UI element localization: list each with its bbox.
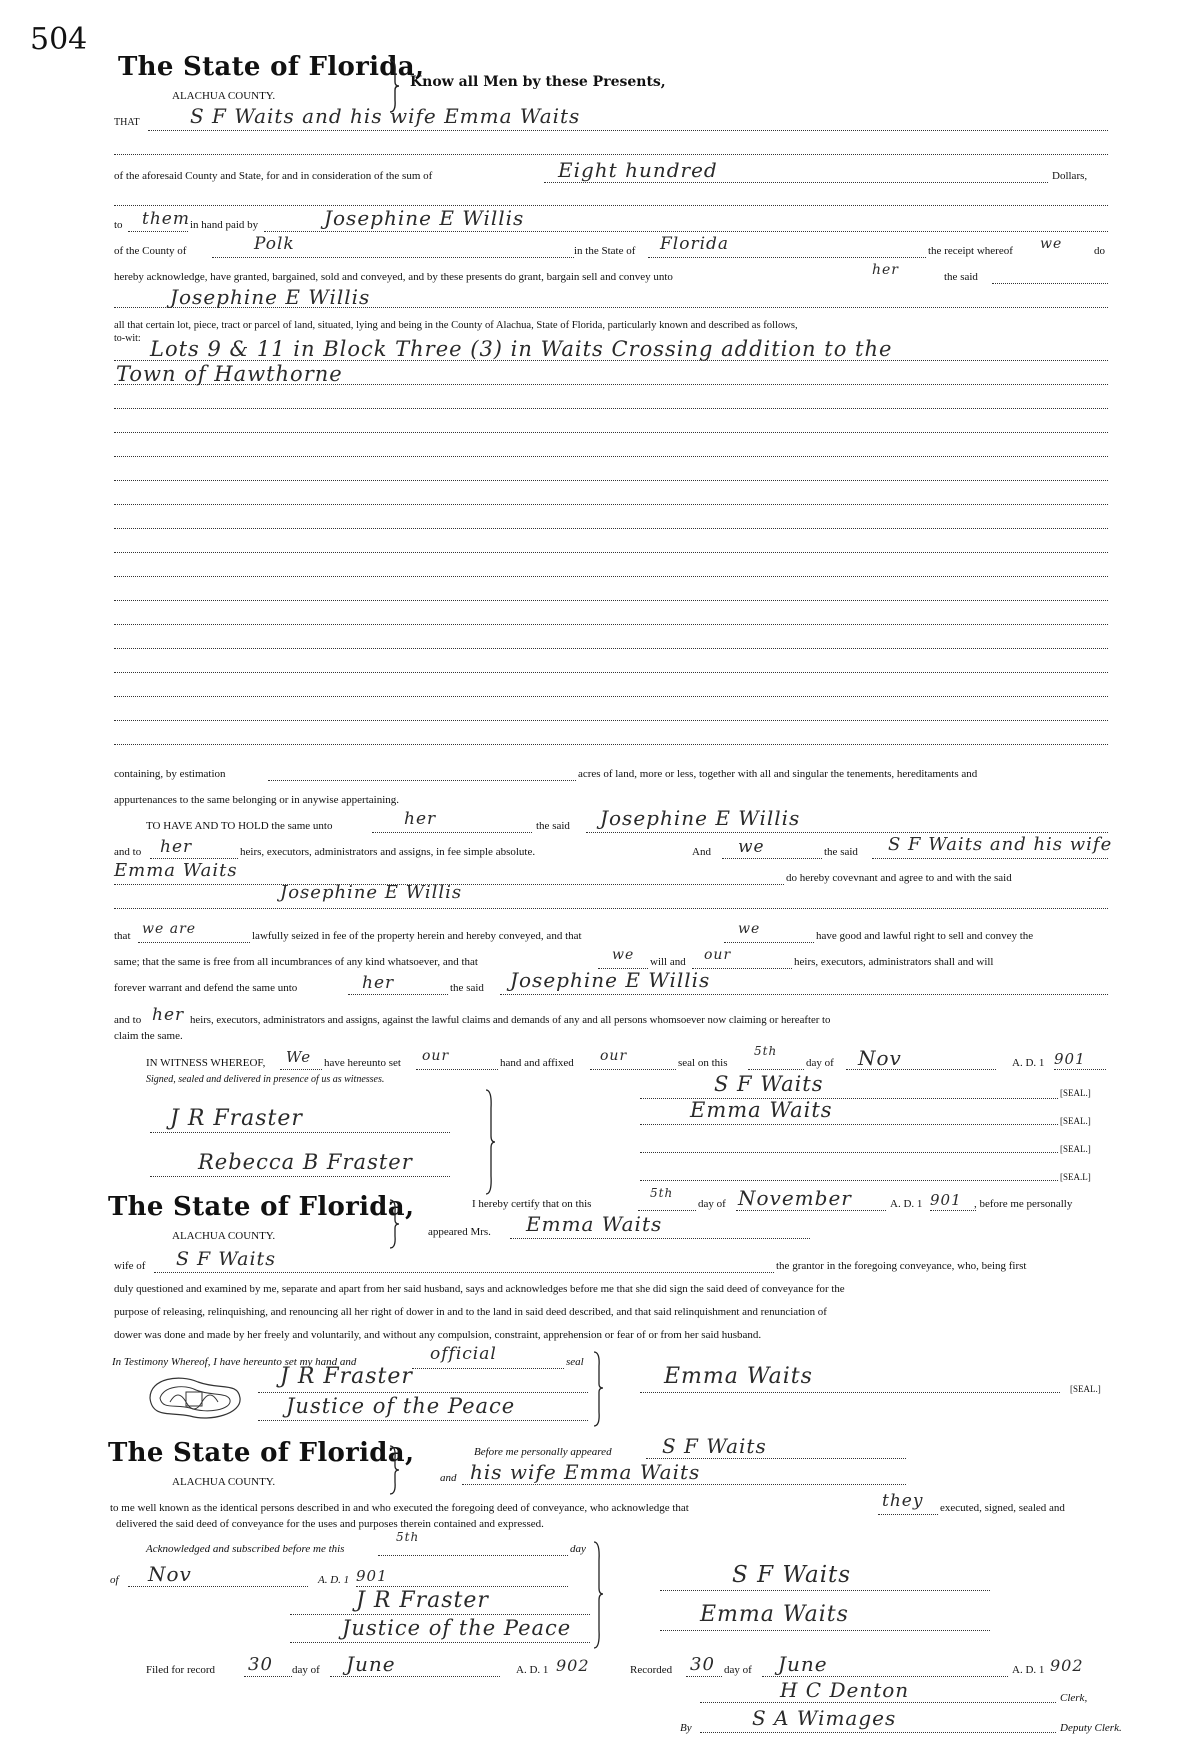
ack-officer-hw: J R Fraster — [356, 1588, 489, 1613]
heirs-will: heirs, executors, administrators shall and will — [794, 956, 994, 968]
signed-sealed-text: Signed, sealed and delivered in presence of us as witnesses. — [146, 1074, 385, 1085]
clerk-label: Clerk, — [1060, 1692, 1088, 1704]
appeared-label: appeared Mrs. — [428, 1226, 491, 1238]
dower-para-1: duly questioned and examined by me, separate and apart from her said husband, says and acknowledges before me that she did sign the said deed of conveyance for the — [114, 1283, 845, 1295]
dower-heading: The State of Florida, — [108, 1192, 415, 1222]
that-label-2: that — [114, 930, 131, 942]
county-hw: Polk — [254, 234, 295, 254]
heirs-text: heirs, executors, administrators and assigns, in fee simple absolute. — [240, 846, 536, 858]
dower-para-2: purpose of releasing, relinquishing, and renouncing all her right of dower in and to the land in said deed described, and that said relinquishment and renunciation of — [114, 1306, 827, 1318]
brace-2 — [388, 1198, 400, 1250]
description-line-1: Lots 9 & 11 in Block Three (3) in Waits Crossing addition to the — [150, 337, 893, 361]
state-hw: Florida — [660, 234, 730, 254]
brace-3 — [592, 1350, 604, 1428]
person-1-hw: S F Waits — [662, 1434, 767, 1458]
ack-ad-label: A. D. 1 — [318, 1574, 350, 1586]
seal-word: seal — [566, 1356, 584, 1368]
defend-hw: her — [362, 973, 395, 993]
seal-label-1: [SEAL.] — [1060, 1088, 1091, 1098]
filed-label: Filed for record — [146, 1664, 216, 1676]
habendum-hw: her — [404, 809, 437, 829]
rec-month-hw: June — [778, 1652, 828, 1676]
containing-label: containing, by estimation — [114, 768, 226, 780]
deed-heading: The State of Florida, — [118, 52, 425, 82]
have-hereunto: have hereunto set — [324, 1057, 401, 1069]
dower-county: ALACHUA COUNTY. — [172, 1230, 276, 1242]
witness-2-hw: Rebecca B Fraster — [198, 1150, 413, 1174]
notary-seal-mark — [140, 1368, 250, 1428]
receipt-hw: we — [1040, 236, 1063, 252]
dower-ad: A. D. 1 — [890, 1198, 923, 1210]
dower-month-hw: November — [738, 1186, 852, 1210]
seal-on-this: seal on this — [678, 1057, 728, 1069]
dower-year-hw: 901 — [930, 1191, 962, 1209]
ack-line-1-post: executed, signed, sealed and — [940, 1502, 1065, 1514]
husband-hw: S F Waits — [176, 1248, 276, 1270]
the-said: the said — [944, 271, 978, 283]
dower-day-of: day of — [698, 1198, 726, 1210]
testimony-text: In Testimony Whereof, I have hereunto set my hand and — [112, 1356, 357, 1368]
they-hw: they — [882, 1491, 924, 1511]
consideration-text: of the aforesaid County and State, for and in consideration of the sum of — [114, 170, 433, 182]
recorded-label: Recorded — [630, 1664, 673, 1676]
claim-same: claim the same. — [114, 1030, 183, 1042]
our-hand-hw: our — [422, 1048, 450, 1064]
dower-day-hw: 5th — [650, 1186, 674, 1200]
rec-ad: A. D. 1 — [1012, 1664, 1045, 1676]
we-are-hw: we are — [142, 921, 197, 937]
appurtenances-text: appurtenances to the same belonging or in anywise appertaining. — [114, 794, 399, 806]
witness-year-hw: 901 — [1054, 1050, 1086, 1068]
ack-officer-title-hw: Justice of the Peace — [342, 1616, 572, 1640]
we-3-hw: we — [612, 947, 635, 963]
unto-hw: her — [872, 262, 899, 278]
witness-day-hw: 5th — [754, 1044, 778, 1058]
receipt-label: the receipt whereof — [928, 245, 1013, 257]
sub-month-hw: Nov — [148, 1562, 192, 1586]
seized-text: lawfully seized in fee of the property herein and hereby conveyed, and that — [252, 930, 582, 942]
ad-label: A. D. 1 — [1012, 1057, 1045, 1069]
ack-line-2: delivered the said deed of conveyance for the uses and purposes therein contained and expressed. — [116, 1518, 544, 1530]
ack-county: ALACHUA COUNTY. — [172, 1476, 276, 1488]
our-hw: our — [704, 947, 732, 963]
dollars-label: Dollars, — [1052, 170, 1088, 182]
emma-signature-hw: Emma Waits — [664, 1364, 813, 1389]
habendum-text: TO HAVE AND TO HOLD the same unto — [146, 820, 333, 832]
ack-and-label: and — [440, 1472, 457, 1484]
do-label: do — [1094, 245, 1105, 257]
grantors-hw: S F Waits and his wife Emma Waits — [190, 104, 581, 128]
and-to-2: and to — [114, 1014, 142, 1026]
to-label: to — [114, 219, 123, 231]
of-county-label: of the County of — [114, 245, 187, 257]
day-of-label: day of — [806, 1057, 834, 1069]
filed-day-hw: 30 — [248, 1654, 273, 1675]
we-2-hw: we — [738, 921, 761, 937]
person-2-hw: his wife Emma Waits — [470, 1460, 701, 1484]
ack-sig-1-hw: S F Waits — [732, 1562, 852, 1588]
the-said-3: the said — [450, 982, 484, 994]
grantor-text: the grantor in the foregoing conveyance, who, being first — [776, 1260, 1027, 1272]
witness-we-hw: We — [286, 1048, 312, 1066]
all-that-text: all that certain lot, piece, tract or parcel of land, situated, lying and being in the County of Alachua, State of Florida, particularly known and described as follows, — [114, 320, 798, 331]
official-hw: official — [430, 1344, 497, 1364]
acknowledge-text: hereby acknowledge, have granted, bargained, sold and conveyed, and by these presents do grant, bargain sell and convey unto — [114, 271, 673, 283]
by-label: By — [680, 1722, 692, 1734]
hand-affixed: hand and affixed — [500, 1057, 574, 1069]
seal-label-3: [SEAL.] — [1060, 1144, 1091, 1154]
filed-year-hw: 902 — [556, 1656, 590, 1675]
deputy-signature-hw: S A Wimages — [752, 1706, 897, 1730]
know-all-men: Know all Men by these Presents, — [410, 74, 666, 90]
to-hw: them — [142, 209, 190, 229]
defend-grantee-hw: Josephine E Willis — [510, 968, 711, 992]
rec-year-hw: 902 — [1050, 1656, 1084, 1675]
ack-heading: The State of Florida, — [108, 1438, 415, 1468]
habendum-said: the said — [536, 820, 570, 832]
covenant-text: do hereby covevnant and agree to and with the said — [786, 872, 1012, 884]
habendum-grantee-hw: Josephine E Willis — [600, 806, 801, 830]
heirs-hw: her — [160, 837, 193, 857]
rec-day-hw: 30 — [690, 1654, 715, 1675]
deputy-clerk-label: Deputy Clerk. — [1060, 1722, 1122, 1734]
before-me-appeared: Before me personally appeared — [474, 1446, 612, 1458]
lawful-claims-text: heirs, executors, administrators and assigns, against the lawful claims and demands of any and all persons whomsoever now claiming or hereafter to — [190, 1014, 831, 1026]
good-right-text: have good and lawful right to sell and convey the — [816, 930, 1034, 942]
the-said-2: the said — [824, 846, 858, 858]
wife-of-label: wife of — [114, 1260, 146, 1272]
signature-1-hw: S F Waits — [714, 1072, 824, 1096]
to-wit: to-wit: — [114, 333, 141, 344]
filed-month-hw: June — [346, 1652, 396, 1676]
witness-1-hw: J R Fraster — [170, 1106, 303, 1131]
acres-text: acres of land, more or less, together with all and singular the tenements, hereditaments and — [578, 768, 978, 780]
page-number: 504 — [30, 22, 88, 57]
sub-day-hw: 5th — [396, 1530, 420, 1544]
grantors-3-hw: Emma Waits — [114, 860, 238, 881]
forever-text: forever warrant and defend the same unto — [114, 982, 298, 994]
witness-text: IN WITNESS WHEREOF, — [146, 1057, 266, 1069]
ack-sig-2-hw: Emma Waits — [700, 1602, 849, 1627]
grantors-2-hw: S F Waits and his wife — [888, 834, 1113, 855]
we-hw: we — [738, 837, 765, 857]
certify-text: I hereby certify that on this — [472, 1198, 592, 1210]
filed-ad: A. D. 1 — [516, 1664, 549, 1676]
that-label: THAT — [114, 117, 140, 128]
payer-hw: Josephine E Willis — [324, 206, 525, 230]
in-hand-paid: in hand paid by — [190, 219, 259, 231]
in-state-label: in the State of — [574, 245, 636, 257]
brace-4 — [388, 1444, 400, 1496]
her-2-hw: her — [152, 1005, 185, 1025]
day-word: day — [570, 1543, 586, 1555]
dower-officer-hw: J R Fraster — [280, 1364, 413, 1389]
ack-of-label: of — [110, 1574, 119, 1586]
amount-hw: Eight hundred — [558, 158, 718, 182]
dower-officer-title-hw: Justice of the Peace — [286, 1394, 516, 1418]
and-label: And — [692, 846, 711, 858]
dower-para-3: dower was done and made by her freely and voluntarily, and without any compulsion, constraint, apprehension or fear of or from her said husband. — [114, 1329, 762, 1341]
brace-witness — [484, 1088, 496, 1196]
description-line-2: Town of Hawthorne — [116, 362, 343, 386]
and-to-label: and to — [114, 846, 142, 858]
clerk-signature-hw: H C Denton — [780, 1678, 910, 1702]
grantee-hw: Josephine E Willis — [170, 285, 371, 309]
witness-month-hw: Nov — [858, 1046, 902, 1070]
rec-day-of: day of — [724, 1664, 752, 1676]
dower-seal-label: [SEAL.] — [1070, 1384, 1101, 1394]
signature-2-hw: Emma Waits — [690, 1098, 833, 1122]
covenant-grantee-hw: Josephine E Willis — [280, 882, 463, 903]
appeared-hw: Emma Waits — [526, 1212, 663, 1236]
seal-label-2: [SEAL.] — [1060, 1116, 1091, 1126]
before-me-text: , before me personally — [974, 1198, 1073, 1210]
filed-day-of: day of — [292, 1664, 320, 1676]
our-seal-hw: our — [600, 1048, 628, 1064]
sub-year-hw: 901 — [356, 1567, 388, 1585]
ack-line-1: to me well known as the identical persons described in and who executed the foregoing deed of conveyance, who acknowledge that — [110, 1502, 689, 1514]
brace-5 — [592, 1540, 604, 1650]
seal-label-4: [SEA.L] — [1060, 1172, 1091, 1182]
free-text: same; that the same is free from all incumbrances of any kind whatsoever, and that — [114, 956, 478, 968]
subscribed-text: Acknowledged and subscribed before me this — [146, 1543, 345, 1555]
deed-county: ALACHUA COUNTY. — [172, 90, 276, 102]
will-and: will and — [650, 956, 686, 968]
